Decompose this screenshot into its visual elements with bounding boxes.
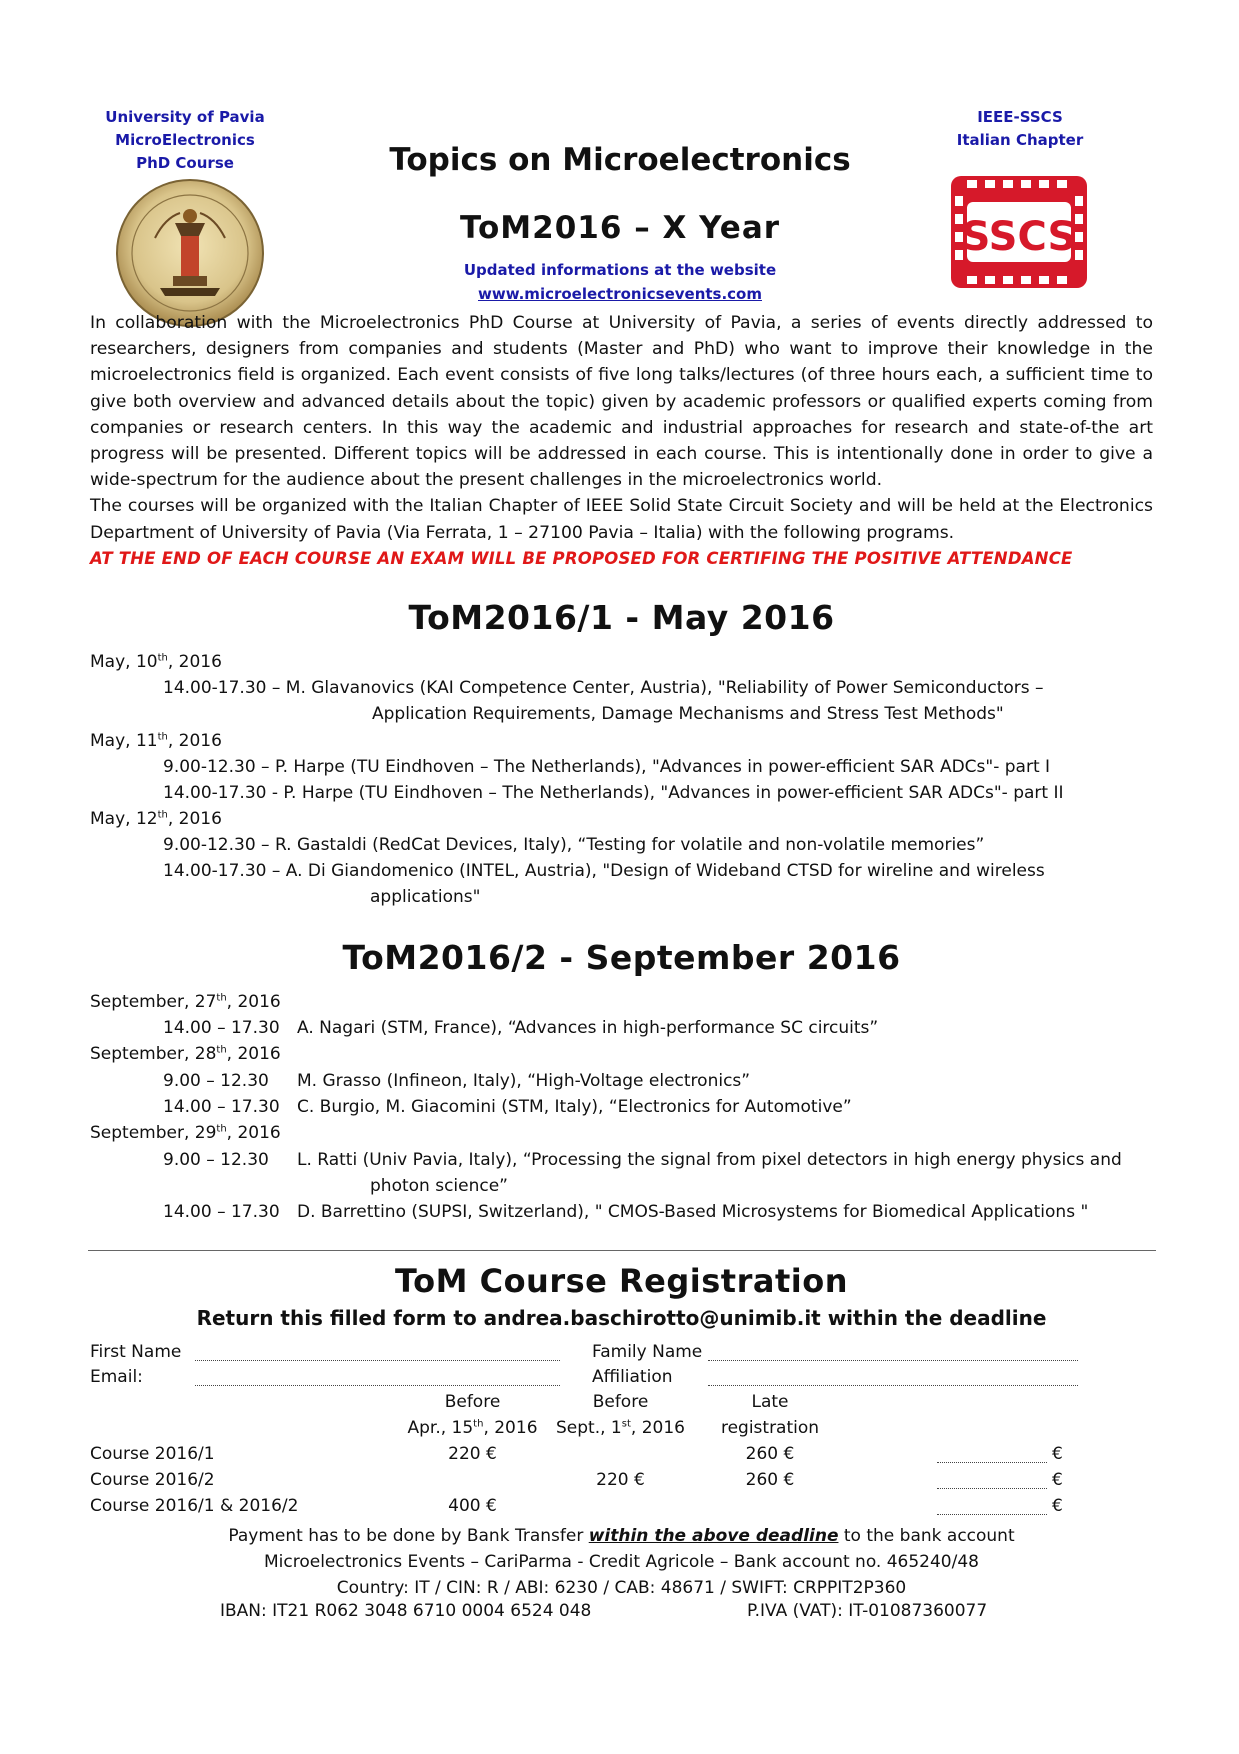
dept-name: MicroElectronics xyxy=(115,131,255,149)
bank-line: Microelectronics Events – CariParma - Credit Agricole – Bank account no. 465240/48 xyxy=(264,1552,979,1572)
course2-day-2: September, 28th, 2016 xyxy=(90,1044,281,1064)
page-subtitle: ToM2016 – X Year xyxy=(459,210,781,246)
course1-event-cont: applications" xyxy=(370,887,481,907)
iban: IBAN: IT21 R062 3048 6710 0004 6524 048 xyxy=(220,1601,592,1621)
fee-currency: € xyxy=(1052,1444,1063,1464)
col-late-header-a: Late xyxy=(751,1392,789,1412)
fee-total-field[interactable] xyxy=(937,1488,1047,1489)
course2-event-cont: photon science” xyxy=(370,1176,508,1196)
header-right-block xyxy=(925,106,1115,152)
payment-deadline-emphasis: within the above deadline xyxy=(588,1526,839,1546)
sscs-logo xyxy=(945,172,1093,292)
fee-currency: € xyxy=(1052,1496,1063,1516)
university-seal-logo xyxy=(115,178,265,328)
col-early2-header-b: Sept., 1st, 2016 xyxy=(556,1418,685,1438)
course2-event-text: M. Grasso (Infineon, Italy), “High-Voltage electronics” xyxy=(297,1071,751,1091)
bank-codes-line: Country: IT / CIN: R / ABI: 6230 / CAB: 48671 / SWIFT: CRPPIT2P360 xyxy=(336,1578,907,1598)
fee-late: 260 € xyxy=(745,1444,795,1464)
first-name-field[interactable] xyxy=(195,1360,560,1361)
intro-text xyxy=(90,310,1153,572)
affiliation-field[interactable] xyxy=(708,1385,1078,1386)
affiliation-label: Affiliation xyxy=(592,1367,673,1387)
website-note-text: Updated informations at the website xyxy=(463,261,777,279)
intro-paragraph-2: The courses will be organized with the Italian Chapter of IEEE Solid State Circuit Society and will be held at the Electronics Department of University of Pavia (Via Ferrata, 1 – 27100 Pavia – Italia) with the following programs. xyxy=(90,496,1153,543)
fee-row-name: Course 2016/1 & 2016/2 xyxy=(90,1496,299,1516)
course-name: PhD Course xyxy=(136,154,234,172)
registration-subtitle: Return this filled form to andrea.baschirotto@unimib.it within the deadline xyxy=(196,1306,1047,1330)
fee-early1: 400 € xyxy=(448,1496,497,1516)
course1-event: 9.00-12.30 – P. Harpe (TU Eindhoven – The Netherlands), "Advances in power-efficient SAR ADCs"- part I xyxy=(163,757,1051,777)
course2-event-text: A. Nagari (STM, France), “Advances in high-performance SC circuits” xyxy=(297,1018,879,1038)
course1-day-3: May, 12th, 2016 xyxy=(90,809,222,829)
course2-event-text: C. Burgio, M. Giacomini (STM, Italy), “Electronics for Automotive” xyxy=(297,1097,852,1117)
exam-alert: AT THE END OF EACH COURSE AN EXAM WILL BE PROPOSED FOR CERTIFING THE POSITIVE ATTENDANCE xyxy=(90,548,1073,568)
course2-event-text: D. Barrettino (SUPSI, Switzerland), " CMOS-Based Microsystems for Biomedical Applications " xyxy=(297,1202,1089,1222)
course1-event-cont: Application Requirements, Damage Mechanisms and Stress Test Methods" xyxy=(372,704,1004,724)
course2-event-time: 9.00 – 12.30 xyxy=(163,1071,269,1091)
univ-name: University of Pavia xyxy=(105,108,265,126)
header-left-block xyxy=(90,106,280,175)
page-title: Topics on Microelectronics xyxy=(389,142,851,178)
email-label: Email: xyxy=(90,1367,143,1387)
fee-total-field[interactable] xyxy=(937,1514,1047,1515)
fee-row-name: Course 2016/1 xyxy=(90,1444,215,1464)
family-name-field[interactable] xyxy=(708,1360,1078,1361)
course2-event-time: 14.00 – 17.30 xyxy=(163,1202,280,1222)
fee-early2: 220 € xyxy=(596,1470,645,1490)
course1-event: 14.00-17.30 – M. Glavanovics (KAI Competence Center, Austria), "Reliability of Power Semiconductors – xyxy=(163,678,1044,698)
course2-event-time: 9.00 – 12.30 xyxy=(163,1150,269,1170)
course1-event: 9.00-12.30 – R. Gastaldi (RedCat Devices, Italy), “Testing for volatile and non-volatile memories” xyxy=(163,835,985,855)
course2-day-1: September, 27th, 2016 xyxy=(90,992,281,1012)
course2-event-time: 14.00 – 17.30 xyxy=(163,1097,280,1117)
fee-early1: 220 € xyxy=(448,1444,497,1464)
course1-event: 14.00-17.30 - P. Harpe (TU Eindhoven – The Netherlands), "Advances in power-efficient SAR ADCs"- part II xyxy=(163,783,1064,803)
section-divider xyxy=(88,1250,1156,1251)
intro-paragraph-1: In collaboration with the Microelectronics PhD Course at University of Pavia, a series of events directly addressed to researchers, designers from companies and students (Master and PhD) who want to improve their knowledge in the microelectronics field is organized. Each event consists of five long talks/lectures (of three hours each, a sufficient time to give both overview and advanced details about the topic) given by academic professors or qualified experts coming from companies or research centers. In this way the academic and industrial approaches for research and state-of-the art progress will be presented. Different topics will be addressed in each course. This is intentionally done in order to give a wide-spectrum for the audience about the present challenges in the microelectronics world. xyxy=(90,313,1153,491)
vat-number: P.IVA (VAT): IT-01087360077 xyxy=(747,1601,988,1621)
course2-title: ToM2016/2 - September 2016 xyxy=(342,938,901,977)
fee-currency: € xyxy=(1052,1470,1063,1490)
family-name-label: Family Name xyxy=(592,1342,703,1362)
col-early1-header-a: Before xyxy=(444,1392,501,1412)
course2-event-text: L. Ratti (Univ Pavia, Italy), “Processing the signal from pixel detectors in high energy physics and xyxy=(297,1150,1122,1170)
course1-title: ToM2016/1 - May 2016 xyxy=(408,598,835,637)
sscs-logo-text: SSCS xyxy=(961,214,1077,260)
col-late-header-b: registration xyxy=(720,1418,820,1438)
email-field[interactable] xyxy=(195,1385,560,1386)
fee-row-name: Course 2016/2 xyxy=(90,1470,215,1490)
payment-line: Payment has to be done by Bank Transfer within the above deadline to the bank account xyxy=(228,1526,1015,1546)
fee-total-field[interactable] xyxy=(937,1462,1047,1463)
course1-day-1: May, 10th, 2016 xyxy=(90,652,222,672)
course1-day-2: May, 11th, 2016 xyxy=(90,731,222,751)
first-name-label: First Name xyxy=(90,1342,182,1362)
course2-event-time: 14.00 – 17.30 xyxy=(163,1018,280,1038)
registration-title: ToM Course Registration xyxy=(395,1262,848,1300)
col-early1-header-b: Apr., 15th, 2016 xyxy=(407,1418,538,1438)
website-note xyxy=(420,258,820,306)
website-link[interactable]: www.microelectronicsevents.com xyxy=(478,285,762,303)
fee-late: 260 € xyxy=(745,1470,795,1490)
ieee-sscs-label: IEEE-SSCS xyxy=(977,108,1063,126)
col-early2-header-a: Before xyxy=(592,1392,649,1412)
italian-chapter-label: Italian Chapter xyxy=(956,131,1084,149)
course2-day-3: September, 29th, 2016 xyxy=(90,1123,281,1143)
course1-event: 14.00-17.30 – A. Di Giandomenico (INTEL, Austria), "Design of Wideband CTSD for wireline and wireless xyxy=(163,861,1045,881)
